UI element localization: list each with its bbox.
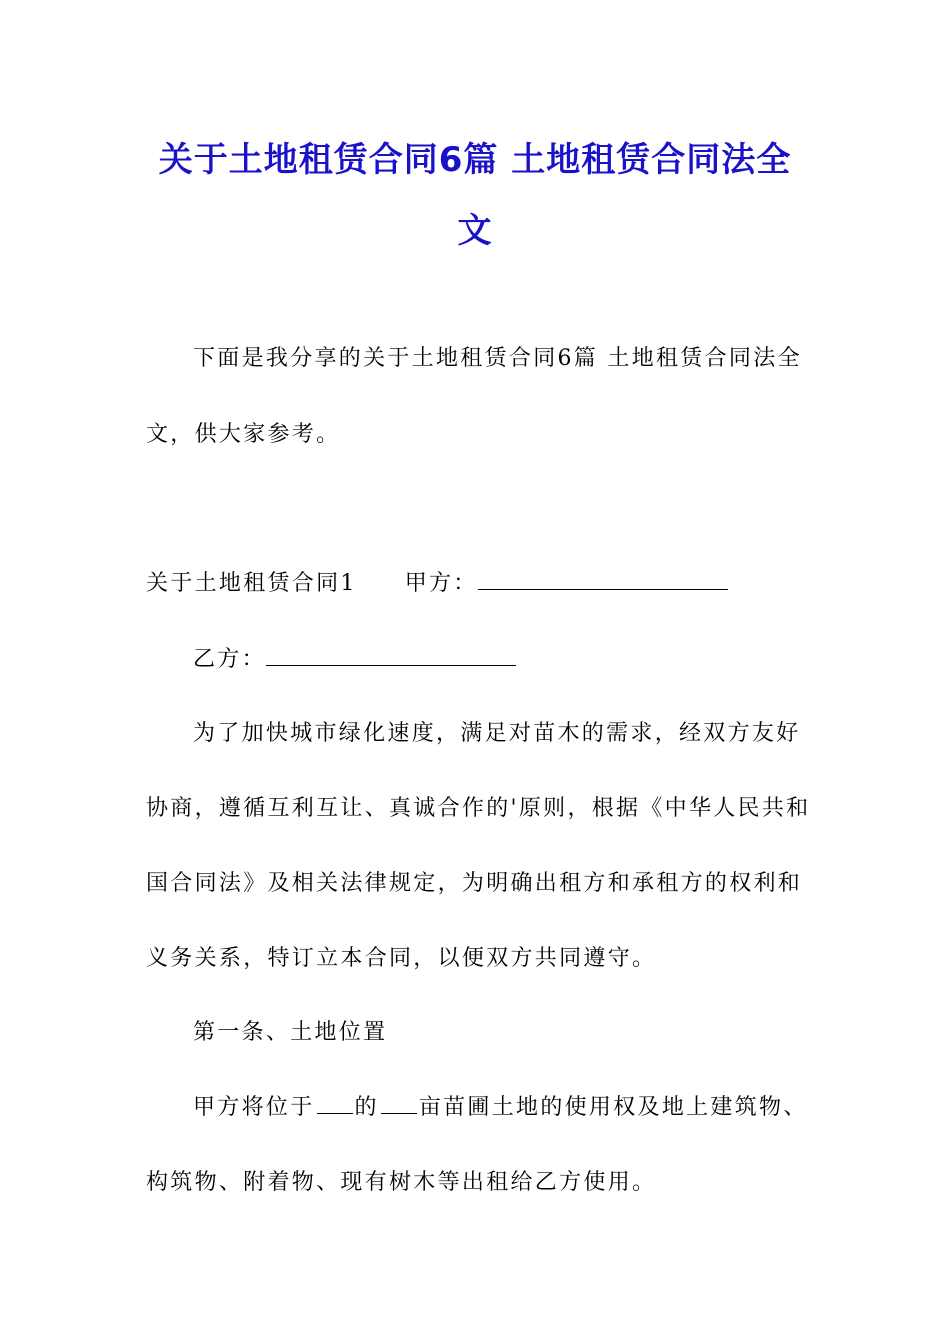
article-1-text-a: 甲方将位于 bbox=[193, 1095, 315, 1120]
document-title-line-2: 文 bbox=[457, 211, 493, 251]
party-b-label: 乙方： bbox=[193, 647, 266, 672]
intro-line-2: 文，供大家参考。 bbox=[146, 422, 341, 447]
article-1-line-1 bbox=[193, 1093, 808, 1123]
party-a-blank bbox=[478, 569, 728, 590]
party-a-label: 甲方： bbox=[404, 571, 478, 596]
preamble-line-4: 义务关系，特订立本合同，以便双方共同遵守。 bbox=[146, 946, 657, 971]
article-1-title: 第一条、土地位置 bbox=[193, 1020, 388, 1045]
preamble-line-1: 为了加快城市绿化速度，满足对苗木的需求，经双方友好 bbox=[193, 721, 801, 746]
area-blank bbox=[381, 1093, 417, 1114]
article-1-line-2: 构筑物、附着物、现有树木等出租给乙方使用。 bbox=[146, 1170, 657, 1195]
preamble-line-3: 国合同法》及相关法律规定，为明确出租方和承租方的权利和 bbox=[146, 871, 803, 896]
contract-heading: 关于土地租赁合同1 bbox=[146, 571, 357, 596]
intro-line-1: 下面是我分享的关于土地租赁合同6篇 土地租赁合同法全 bbox=[193, 346, 802, 371]
preamble-line-2: 协商，遵循互利互让、真诚合作的'原则，根据《中华人民共和 bbox=[146, 796, 811, 821]
contract-heading-row bbox=[146, 569, 728, 599]
party-b-row bbox=[193, 645, 516, 675]
article-1-text-c: 亩苗圃土地的使用权及地上建筑物、 bbox=[418, 1095, 808, 1120]
article-1-text-b: 的 bbox=[354, 1095, 379, 1120]
location-blank bbox=[317, 1093, 353, 1114]
party-b-blank bbox=[266, 645, 516, 666]
document-title-line-1: 关于土地租赁合同6篇 土地租赁合同法全 bbox=[158, 140, 792, 180]
